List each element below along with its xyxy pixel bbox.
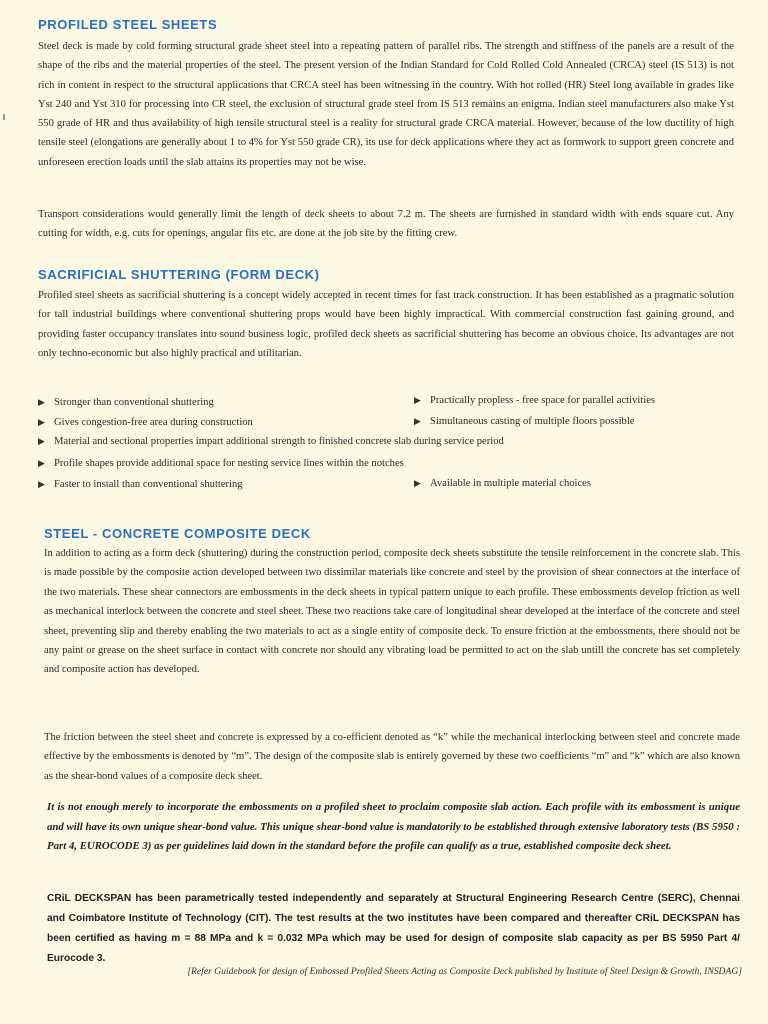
heading-profiled-steel-sheets: PROFILED STEEL SHEETS (38, 17, 218, 32)
profiled-paragraph-1: Steel deck is made by cold forming structural grade sheet steel into a repeating pattern of parallel ribs. The strength and stiffness of the panels are a result of the shape of the ribs and the material properties of the steel. The present version of the Indian Standard for Cold Rolled Cold Annealed (CRCA) steel (IS 513) is not rich in content in respect to the structural applications that CRCA steel has been witnessing in the country. With hot rolled (HR) Steel long available in grades like Yst 240 and Yst 310 for processing into CR steel, the exclusion of structural grade steel from IS 513 remains an enigma. Indian steel manufacturers also make Yst 550 grade of HR and thus availability of high tensile structural steel is a reality for structural grade CRCA material. However, because of the low ductility of high tensile steel (elongations are generally about 1 to 4% for Yst 550 grade CR), its use for deck applications where they act as formwork to support green concrete and unforeseen erection loads until the slab attains its properties may not be wise. (38, 41, 734, 168)
reference-note: [Refer Guidebook for design of Embossed Profiled Sheets Acting as Composite Deck published by Institute of Steel Design & Growth, INSDAG] (187, 966, 742, 977)
page-edge-mark (3, 114, 5, 120)
triangle-right-icon: ▶ (414, 478, 421, 488)
heading-composite-deck: STEEL - CONCRETE COMPOSITE DECK (44, 526, 311, 541)
triangle-right-icon: ▶ (38, 397, 45, 407)
bullet-text: Gives congestion-free area during construction (54, 417, 253, 428)
sacrificial-paragraph-1: Profiled steel sheets as sacrificial shuttering is a concept widely accepted in recent times for fast track construction. It has been established as a pragmatic solution for tall industrial buildings where conventional shuttering props would have been highly impractical. With commercial construction fast gaining ground, and providing faster occupancy translates into sound business logic, profiled deck sheets as sacrificial shuttering has become an obvious choice. Its advantages are not only techno-economic but also highly practical and utilitarian. (38, 290, 734, 359)
bullet-text: Profile shapes provide additional space for nesting service lines within the notches (54, 458, 404, 469)
bullet-text: Material and sectional properties impart additional strength to finished concrete slab during service period (54, 436, 504, 447)
profiled-paragraph-2: Transport considerations would generally limit the length of deck sheets to about 7.2 m. The sheets are furnished in standard width with ends square cut. Any cutting for width, e.g. cuts for openings, angular fits etc. are done at the job site by the fitting crew. (38, 209, 734, 240)
bullet-item (414, 393, 655, 408)
bullet-item (414, 476, 591, 491)
bullet-item (38, 415, 253, 430)
triangle-right-icon: ▶ (38, 436, 45, 446)
bullet-item (414, 414, 635, 429)
bullet-text: Faster to install than conventional shuttering (54, 479, 243, 490)
heading-sacrificial-shuttering: SACRIFICIAL SHUTTERING (FORM DECK) (38, 267, 320, 282)
bullet-item (38, 395, 214, 410)
bullet-text: Stronger than conventional shuttering (54, 397, 214, 408)
bullet-item (38, 456, 404, 471)
certification-paragraph: CRiL DECKSPAN has been parametrically tested independently and separately at Structural Engineering Research Centre (SERC), Chennai and Coimbatore Institute of Technology (CIT). The test results at the two institutes have been compared and thereafter CRiL DECKSPAN has been certified as having m = 88 MPa and k = 0.032 MPa which may be used for design of composite slab capacity as per BS 5950 Part 4/ Eurocode 3. (47, 893, 740, 964)
triangle-right-icon: ▶ (38, 417, 45, 427)
composite-paragraph-2: The friction between the steel sheet and concrete is expressed by a co-efficient denoted as “k” while the mechanical interlocking between steel and concrete made effective by the embossments is denoted by “m”. The design of the composite slab is entirely governed by these two coefficients “m” and “k” which are also known as the shear-bond values of a composite deck sheet. (44, 732, 740, 782)
triangle-right-icon: ▶ (38, 458, 45, 468)
composite-paragraph-1: In addition to acting as a form deck (shuttering) during the construction period, composite deck sheets substitute the tensile reinforcement in the concrete slab. This is made possible by the composite action developed between two dissimilar materials like concrete and steel by the provision of shear connectors at the interface of the two materials. These shear connectors are embossments in the deck sheets in typical pattern unique to each profile. These embossments develop friction as well as mechanical interlock between the concrete and steel sheet. These two reactions take care of longitudinal shear developed at the interface of the concrete and steel sheet, preventing slip and thereby enabling the two materials to act as a single entity of composite deck. To ensure friction at the embossments, there should not be any paint or grease on the sheet surface in contact with concrete nor should any vibrating load be permitted to act on the slab untill the concrete has set completely and composite action has developed. (44, 548, 740, 676)
emphasis-paragraph: It is not enough merely to incorporate the embossments on a profiled sheet to proclaim composite slab action. Each profile with its embossment is unique and will have its own unique shear-bond value. This unique shear-bond value is mandatorily to be established through extensive laboratory tests (BS 5950 : Part 4, EUROCODE 3) as per guidelines laid down in the standard before the profile can qualify as a true, established composite deck sheet. (47, 801, 740, 852)
triangle-right-icon: ▶ (414, 395, 421, 405)
bullet-text: Simultaneous casting of multiple floors possible (430, 416, 635, 427)
bullet-text: Practically propless - free space for parallel activities (430, 395, 656, 406)
bullet-item (38, 477, 243, 492)
bullet-text: Available in multiple material choices (430, 478, 592, 489)
triangle-right-icon: ▶ (414, 416, 421, 426)
triangle-right-icon: ▶ (38, 479, 45, 489)
bullet-item (38, 434, 504, 449)
